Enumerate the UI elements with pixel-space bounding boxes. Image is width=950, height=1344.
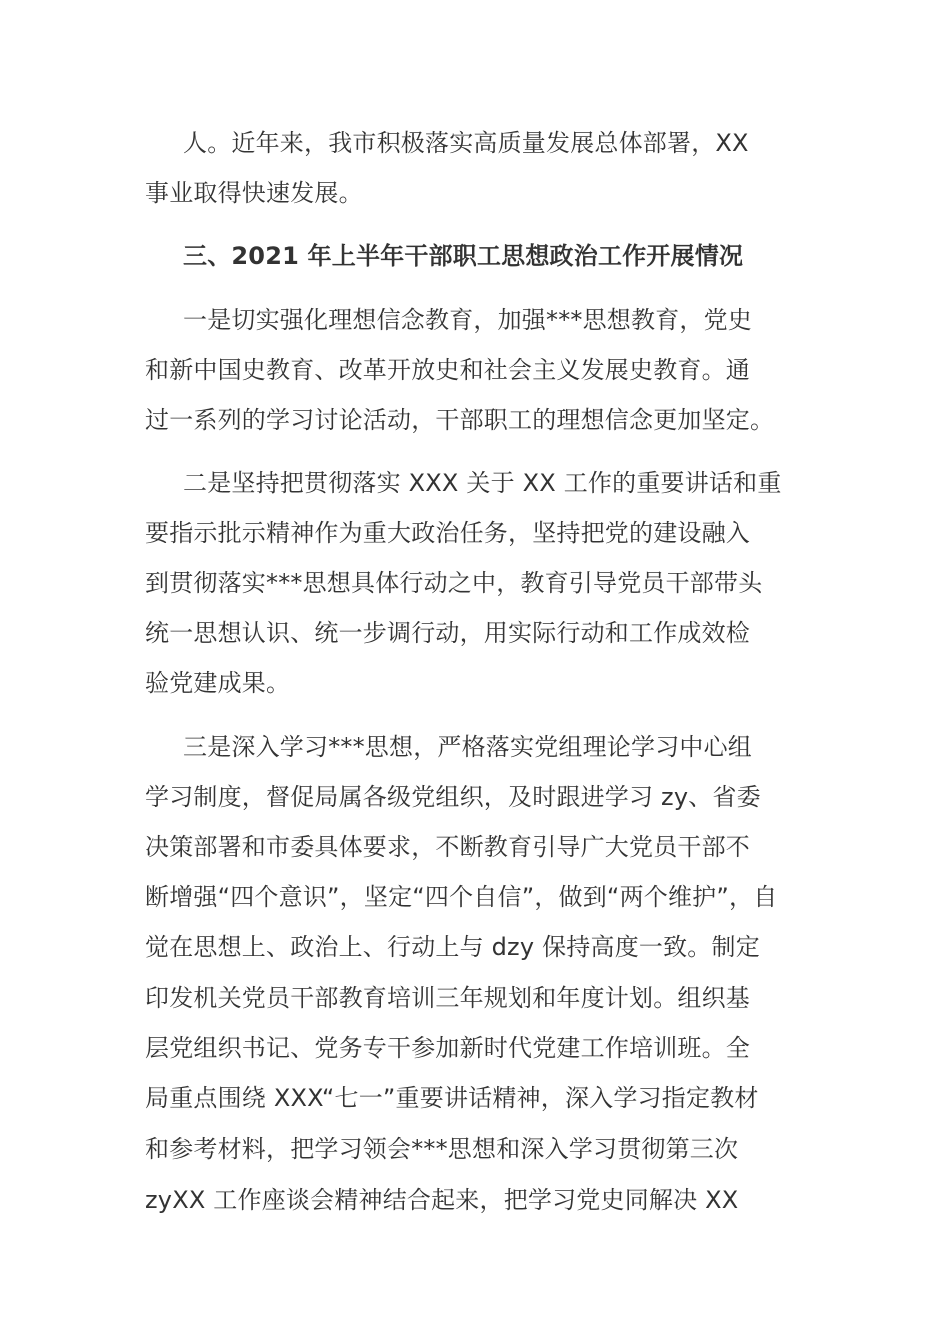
text-line: 过一系列的学习讨论活动，干部职工的理想信念更加坚定。 <box>145 406 775 434</box>
text-line: 验党建成果。 <box>145 669 291 697</box>
text-line: 决策部署和市委具体要求，不断教育引导广大党员干部不 <box>145 833 750 861</box>
text-line: 和参考材料，把学习领会***思想和深入学习贯彻第三次 <box>145 1135 739 1163</box>
text-line: 和新中国史教育、改革开放史和社会主义发展史教育。通 <box>145 356 750 384</box>
section-heading: 三、2021 年上半年干部职工思想政治工作开展情况 <box>183 242 744 270</box>
text-line: 事业取得快速发展。 <box>145 179 363 207</box>
text-line: 要指示批示精神作为重大政治任务，坚持把党的建设融入 <box>145 519 750 547</box>
text-line: zyXX 工作座谈会精神结合起来，把学习党史同解决 XX <box>145 1186 739 1214</box>
text-line: 统一思想认识、统一步调行动，用实际行动和工作成效检 <box>145 619 750 647</box>
text-line: 局重点围绕 XXX“七一”重要讲话精神，深入学习指定教材 <box>145 1084 759 1112</box>
text-line: 层党组织书记、党务专干参加新时代党建工作培训班。全 <box>145 1034 750 1062</box>
text-line: 三是深入学习***思想，严格落实党组理论学习中心组 <box>183 733 752 761</box>
text-line: 觉在思想上、政治上、行动上与 dzy 保持高度一致。制定 <box>145 933 760 961</box>
text-line: 印发机关党员干部教育培训三年规划和年度计划。组织基 <box>145 984 750 1012</box>
text-line: 一是切实强化理想信念教育，加强***思想教育，党史 <box>183 306 752 334</box>
text-line: 学习制度，督促局属各级党组织，及时跟进学习 zy、省委 <box>145 783 761 811</box>
text-line: 人。近年来，我市积极落实高质量发展总体部署，XX <box>183 129 749 157</box>
text-line: 二是坚持把贯彻落实 XXX 关于 XX 工作的重要讲话和重 <box>183 469 782 497</box>
text-line: 断增强“四个意识”，坚定“四个自信”，做到“两个维护”，自 <box>145 883 778 911</box>
text-line: 到贯彻落实***思想具体行动之中，教育引导党员干部带头 <box>145 569 763 597</box>
